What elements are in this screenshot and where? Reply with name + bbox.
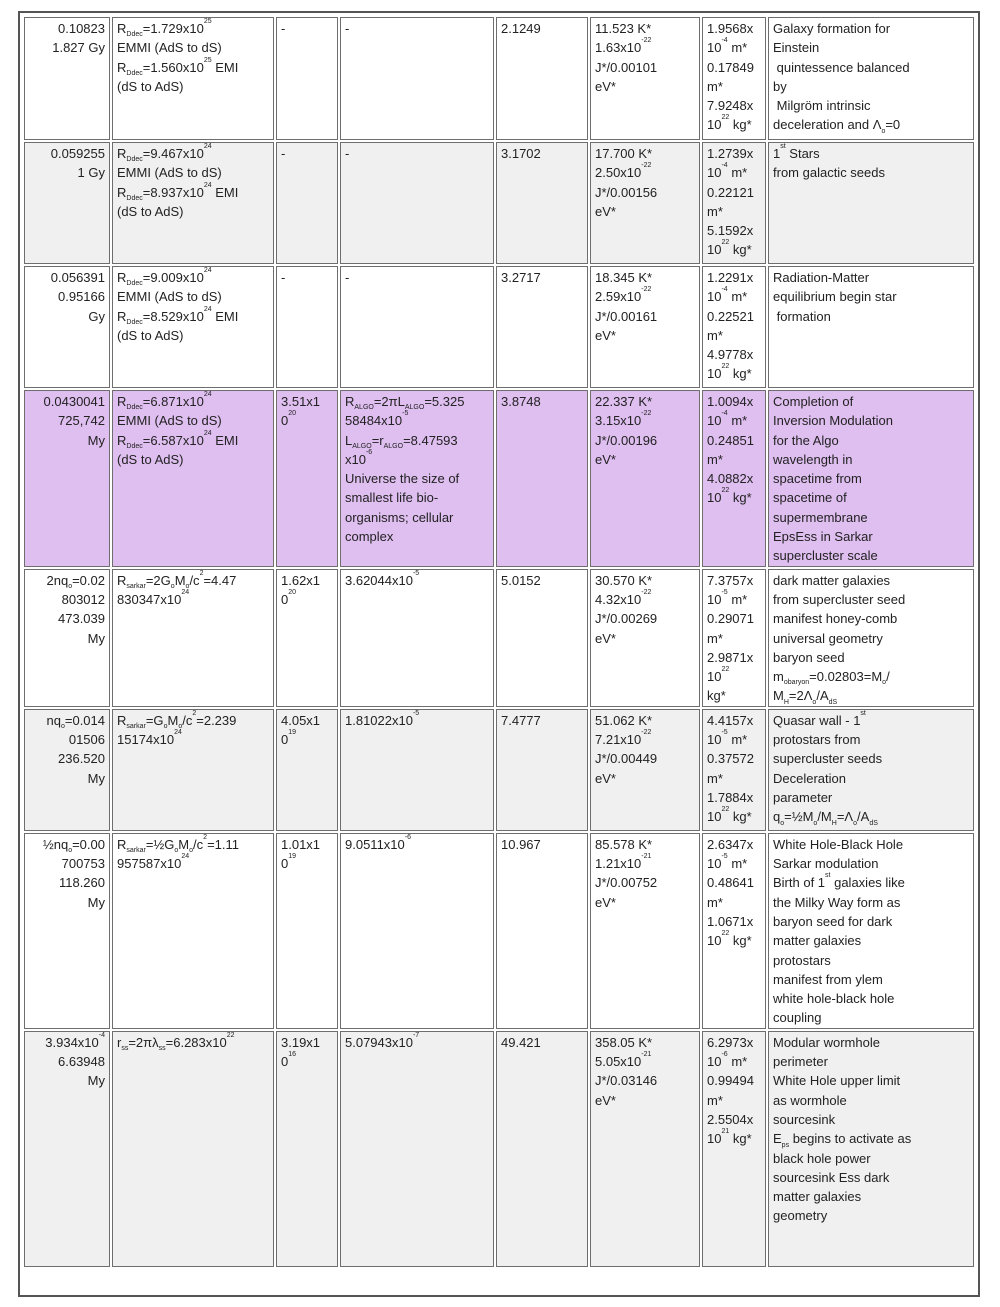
- cell-line: 51.062 K*: [595, 712, 653, 728]
- description-cell: [768, 142, 974, 264]
- cell-line: 1.62x1: [281, 572, 321, 588]
- cell-line: m*: [707, 630, 723, 646]
- cell-line: deceleration and $\Lambda_o=0$: [773, 117, 901, 135]
- temperature-cell: [590, 390, 700, 567]
- cell-line: 7.3757x: [707, 572, 754, 588]
- cell-line: $R_{Ddec}=8.937x10^{24}$ EMI: [117, 181, 239, 202]
- table-row: [24, 1031, 974, 1267]
- radius-cell: [112, 142, 274, 264]
- col5-cell: [496, 709, 588, 831]
- cell-line: $R_{sarkar}=2G_oM_o/c^2=4.47$: [117, 569, 237, 590]
- cell-line: Inversion Modulation: [773, 413, 893, 429]
- cell-line: $3.62044x10^{-5}$: [345, 569, 420, 588]
- cell-line: My: [87, 894, 105, 910]
- algo-cell: [340, 142, 494, 264]
- cell-line: Sarkar modulation: [773, 856, 879, 872]
- cell-line: Universe the size of: [345, 471, 460, 487]
- cell-line: protostars from: [773, 732, 861, 748]
- table-row: [24, 17, 974, 140]
- cell-line: Einstein: [773, 40, 820, 56]
- cell-line: $R_{ALGO}=2\pi L_{ALGO}=5.325$: [345, 394, 465, 412]
- cell-line: J*/0.00196: [595, 432, 658, 448]
- cell-line: formation: [773, 308, 831, 324]
- cell-line: 1.827 Gy: [52, 40, 105, 56]
- cell-line: J*/0.00156: [595, 184, 658, 200]
- cell-line: 1.0671x: [707, 913, 754, 929]
- cell-line: dark matter galaxies: [773, 572, 891, 588]
- cell-line: $L_{ALGO}=r_{ALGO}=8.47593$: [345, 432, 458, 450]
- cell-line: baryon seed for dark: [773, 913, 893, 929]
- time-cell: [24, 569, 110, 707]
- cell-line: m*: [707, 770, 723, 786]
- cell-line: m*: [707, 451, 723, 467]
- cell-line: (dS to AdS): [117, 327, 184, 343]
- cell-line: $10^{22}$ kg*: [707, 487, 752, 506]
- wavelength-mass-cell: [702, 142, 766, 264]
- cell-line: $0^{16}$: [281, 1051, 297, 1070]
- cell-line: $R_{Ddec}=8.529x10^{24}$ EMI: [117, 305, 239, 326]
- cell-line: Quasar wall - 1st: [773, 709, 866, 728]
- description-cell: [768, 266, 974, 388]
- temperature-cell: [590, 709, 700, 831]
- cell-line: 85.578 K*: [595, 836, 653, 852]
- cell-line: $9.0511x10^{-6}$: [345, 833, 411, 852]
- cell-line: J*/0.00449: [595, 751, 658, 767]
- cell-line: 3.2717: [501, 270, 541, 285]
- col3-cell: [276, 17, 338, 140]
- cell-line: EMMI (AdS to dS): [117, 413, 222, 429]
- cell-line: $0^{20}$: [281, 588, 297, 607]
- cell-line: EMMI (AdS to dS): [117, 40, 222, 56]
- cell-line: 6.63948: [58, 1054, 105, 1070]
- col3-cell: [276, 1031, 338, 1267]
- cell-line: 2.1249: [501, 21, 541, 36]
- wavelength-mass-cell: [702, 709, 766, 831]
- time-cell: [24, 266, 110, 388]
- cell-line: manifest from ylem: [773, 971, 883, 987]
- cell-line: 1.9568x: [707, 21, 754, 36]
- cell-line: eV*: [595, 770, 616, 786]
- cell-line: 1.7884x: [707, 789, 754, 805]
- cell-line: $R_{Ddec}=9.009x10^{24}$: [117, 267, 212, 288]
- cell-line: 118.260: [58, 875, 105, 891]
- cell-line: 3.51x1: [281, 394, 321, 409]
- cell-line: $5.05x10^{-21}$: [595, 1051, 652, 1070]
- cell-line: My: [87, 1073, 105, 1089]
- cell-line: 700753: [61, 856, 105, 872]
- cell-line: 1.2291x: [707, 270, 754, 285]
- cell-line: spacetime of: [773, 490, 847, 506]
- cell-line: supercluster seeds: [773, 751, 883, 767]
- cell-line: (dS to AdS): [117, 203, 184, 219]
- cell-line: $q_o=\frac{1}{2}M_o/M_H=\Lambda_o/A_{dS}$: [773, 809, 878, 827]
- cosmology-table: [22, 15, 976, 1269]
- cell-line: 5.1592x: [707, 223, 754, 239]
- cell-line: 0.24851: [707, 432, 754, 448]
- cell-line: 0.056391: [50, 270, 105, 285]
- cell-line: complex: [345, 529, 394, 545]
- cell-line: 0.22121: [707, 184, 754, 200]
- cell-line: -: [281, 146, 286, 161]
- cell-line: $10^{-4}$ m*: [707, 37, 748, 56]
- cell-line: sourcesink: [773, 1111, 836, 1127]
- description-cell: [768, 17, 974, 140]
- cell-line: $10^{-5}$ m*: [707, 853, 748, 872]
- cell-line: $1.63x10^{-22}$: [595, 37, 652, 56]
- cell-line: 3.19x1: [281, 1034, 321, 1050]
- col5-cell: [496, 390, 588, 567]
- cell-line: 236.520: [58, 751, 105, 767]
- cell-line: kg*: [707, 688, 726, 704]
- cell-line: $M_H=2\Lambda_o/A_{dS}$: [773, 688, 838, 706]
- cell-line: $10^{-5}$ m*: [707, 729, 748, 748]
- cell-line: 0.37572: [707, 751, 754, 767]
- cell-line: 7.9248x: [707, 98, 754, 114]
- cell-line: (dS to AdS): [117, 451, 184, 467]
- cell-line: $10^{-5}$ m*: [707, 588, 748, 607]
- cell-line: 0.95166: [58, 289, 105, 305]
- cell-line: 725,742: [58, 413, 105, 429]
- description-cell: [768, 709, 974, 831]
- cell-line: from supercluster seed: [773, 591, 906, 607]
- time-cell: [24, 833, 110, 1029]
- cell-line: Milgröm intrinsic: [773, 98, 871, 114]
- time-cell: [24, 1031, 110, 1267]
- cell-line: Gy: [88, 308, 105, 324]
- temperature-cell: [590, 266, 700, 388]
- cell-line: coupling: [773, 1010, 822, 1026]
- cell-line: $R_{Ddec}=1.560x10^{25}$ EMI: [117, 56, 239, 77]
- algo-cell: [340, 709, 494, 831]
- cell-line: -: [345, 21, 350, 36]
- cell-line: $10^{21}$ kg*: [707, 1128, 752, 1147]
- cell-line: My: [87, 630, 105, 646]
- cell-line: $830347x10^{24}$: [117, 588, 190, 607]
- cell-line: 49.421: [501, 1034, 541, 1050]
- radius-cell: [112, 17, 274, 140]
- temperature-cell: [590, 1031, 700, 1267]
- cell-line: $10^{22}$: [707, 666, 730, 685]
- table-row: [24, 390, 974, 567]
- cell-line: 803012: [61, 591, 105, 607]
- cell-line: $7.21x10^{-22}$: [595, 729, 652, 748]
- cell-line: 0.17849: [707, 59, 754, 75]
- cell-line: EMMI (AdS to dS): [117, 165, 222, 181]
- cell-line: 10.967: [501, 836, 541, 852]
- temperature-cell: [590, 569, 700, 707]
- table-row: [24, 709, 974, 831]
- temperature-cell: [590, 833, 700, 1029]
- radius-cell: [112, 266, 274, 388]
- cell-line: 0.29071: [707, 611, 754, 627]
- cell-line: J*/0.00752: [595, 875, 658, 891]
- cell-line: manifest honey-comb: [773, 611, 898, 627]
- cell-line: Birth of 1st galaxies like: [773, 872, 905, 891]
- cell-line: sourcesink Ess dark: [773, 1169, 890, 1185]
- cell-line: m*: [707, 78, 723, 94]
- algo-cell: [340, 1031, 494, 1267]
- cell-line: $3.934x10^{-4}$: [45, 1031, 105, 1050]
- temperature-cell: [590, 17, 700, 140]
- radius-cell: [112, 1031, 274, 1267]
- cell-line: $957587x10^{24}$: [117, 853, 190, 872]
- cell-line: My: [87, 432, 105, 448]
- cell-line: $nq_o=0.014$: [46, 712, 105, 731]
- cell-line: quintessence balanced: [773, 59, 910, 75]
- cell-line: $10^{22}$ kg*: [707, 114, 752, 133]
- cell-line: $R_{Ddec}=6.871x10^{24}$: [117, 391, 212, 412]
- cell-line: organisms; cellular: [345, 509, 454, 525]
- cell-line: universal geometry: [773, 630, 883, 646]
- cell-line: -: [281, 270, 286, 285]
- cell-line: $r_{ss}=2\pi\lambda_{ss}=6.283x10^{22}$: [117, 1031, 235, 1053]
- cell-line: $2.50x10^{-22}$: [595, 162, 652, 181]
- col3-cell: [276, 709, 338, 831]
- cell-line: $4.32x10^{-22}$: [595, 588, 652, 607]
- cell-line: perimeter: [773, 1054, 828, 1070]
- col5-cell: [496, 17, 588, 140]
- time-cell: [24, 390, 110, 567]
- cell-line: $2nq_o=0.02$: [46, 572, 105, 590]
- cell-line: $10^{22}$ kg*: [707, 806, 752, 825]
- cell-line: supermembrane: [773, 509, 868, 525]
- time-cell: [24, 709, 110, 831]
- cell-line: 6.2973x: [707, 1034, 754, 1050]
- cell-line: 0.0430041: [43, 394, 105, 409]
- cell-line: $3.15x10^{-22}$: [595, 410, 652, 429]
- col3-cell: [276, 569, 338, 707]
- algo-cell: [340, 833, 494, 1029]
- time-cell: [24, 142, 110, 264]
- temperature-cell: [590, 142, 700, 264]
- cell-line: wavelength in: [773, 451, 853, 467]
- cell-line: 2.9871x: [707, 649, 754, 665]
- cell-line: 1.0094x: [707, 394, 754, 409]
- cell-line: 2.5504x: [707, 1111, 754, 1127]
- cell-line: $E_{ps}$ begins to activate as: [773, 1131, 912, 1149]
- cell-line: black hole power: [773, 1150, 871, 1166]
- table-row: [24, 569, 974, 707]
- col5-cell: [496, 1031, 588, 1267]
- table-row: [24, 142, 974, 264]
- cell-line: $1.81022x10^{-5}$: [345, 709, 420, 728]
- cell-line: matter galaxies: [773, 1189, 862, 1205]
- algo-cell: [340, 390, 494, 567]
- wavelength-mass-cell: [702, 1031, 766, 1267]
- radius-cell: [112, 569, 274, 707]
- cell-line: $1.21x10^{-21}$: [595, 853, 652, 872]
- cell-line: 22.337 K*: [595, 394, 653, 409]
- cell-line: 17.700 K*: [595, 146, 653, 161]
- cell-line: J*/0.03146: [595, 1073, 658, 1089]
- cell-line: 4.9778x: [707, 347, 754, 363]
- cell-line: eV*: [595, 203, 616, 219]
- cell-line: $10^{-4}$ m*: [707, 286, 748, 305]
- cell-line: $0^{19}$: [281, 853, 297, 872]
- cell-line: 11.523 K*: [595, 21, 652, 36]
- algo-cell: [340, 569, 494, 707]
- cell-line: 3.1702: [501, 146, 541, 161]
- cell-line: parameter: [773, 789, 833, 805]
- table-row: [24, 833, 974, 1029]
- cell-line: EpsEss in Sarkar: [773, 529, 873, 545]
- cell-line: $R_{Ddec}=6.587x10^{24}$ EMI: [117, 429, 239, 450]
- cell-line: $58484x10^{-5}$: [345, 410, 409, 429]
- cell-line: $\frac{1}{2}nq_o=0.00$: [42, 836, 105, 855]
- cell-line: My: [87, 770, 105, 786]
- cell-line: 18.345 K*: [595, 270, 653, 285]
- cell-line: $x10^{-6}$: [345, 448, 373, 467]
- cell-line: spacetime from: [773, 471, 862, 487]
- description-cell: [768, 833, 974, 1029]
- cell-line: eV*: [595, 1092, 616, 1108]
- cell-line: m*: [707, 327, 723, 343]
- cell-line: 0.22521: [707, 308, 754, 324]
- cell-line: 1st Stars: [773, 143, 820, 161]
- cell-line: as wormhole: [773, 1092, 847, 1108]
- cell-line: 0.48641: [707, 875, 754, 891]
- col3-cell: [276, 266, 338, 388]
- cell-line: -: [281, 21, 286, 36]
- cell-line: $2.59x10^{-22}$: [595, 286, 652, 305]
- cell-line: baryon seed: [773, 649, 845, 665]
- cell-line: 0.10823: [58, 21, 105, 36]
- cell-line: 473.039: [58, 611, 105, 627]
- description-cell: [768, 569, 974, 707]
- cell-line: J*/0.00101: [595, 59, 658, 75]
- cell-line: 0.059255: [50, 146, 105, 161]
- cell-line: $10^{-4}$ m*: [707, 162, 748, 181]
- col5-cell: [496, 266, 588, 388]
- cell-line: $R_{sarkar}=\frac{1}{2}G_oM_o/c^2=1.11$: [117, 833, 240, 855]
- cell-line: J*/0.00269: [595, 611, 658, 627]
- cell-line: 358.05 K*: [595, 1034, 653, 1050]
- wavelength-mass-cell: [702, 569, 766, 707]
- table-row: [24, 266, 974, 388]
- algo-cell: [340, 266, 494, 388]
- cell-line: 5.0152: [501, 572, 541, 588]
- table-frame: [18, 11, 980, 1297]
- cell-line: eV*: [595, 327, 616, 343]
- time-cell: [24, 17, 110, 140]
- cell-line: $R_{sarkar}=G_oM_o/c^2=2.239$: [117, 709, 237, 731]
- cell-line: 4.05x1: [281, 712, 321, 728]
- cell-line: -: [345, 146, 350, 161]
- cell-line: $10^{22}$ kg*: [707, 239, 752, 258]
- cell-line: geometry: [773, 1208, 828, 1224]
- cell-line: Radiation-Matter: [773, 270, 870, 285]
- wavelength-mass-cell: [702, 266, 766, 388]
- cell-line: smallest life bio-: [345, 490, 439, 506]
- cell-line: (dS to AdS): [117, 78, 184, 94]
- cell-line: m*: [707, 894, 723, 910]
- cell-line: $m_{obaryon}=0.02803=M_o/$: [773, 669, 890, 687]
- algo-cell: [340, 17, 494, 140]
- cell-line: 4.0882x: [707, 471, 754, 487]
- description-cell: [768, 390, 974, 567]
- cell-line: m*: [707, 1092, 723, 1108]
- cell-line: -: [345, 270, 350, 285]
- table-body: [24, 17, 974, 1267]
- cell-line: 4.4157x: [707, 712, 754, 728]
- col5-cell: [496, 569, 588, 707]
- cell-line: Deceleration: [773, 770, 846, 786]
- cell-line: matter galaxies: [773, 933, 862, 949]
- cell-line: $R_{Ddec}=1.729x10^{25}$: [117, 18, 212, 39]
- cell-line: EMMI (AdS to dS): [117, 289, 222, 305]
- cell-line: m*: [707, 203, 723, 219]
- cell-line: protostars: [773, 952, 831, 968]
- cell-line: 0.99494: [707, 1073, 754, 1089]
- cell-line: $5.07943x10^{-7}$: [345, 1031, 420, 1050]
- cell-line: $10^{22}$ kg*: [707, 363, 752, 382]
- cell-line: equilibrium begin star: [773, 289, 897, 305]
- cell-line: $0^{19}$: [281, 729, 297, 748]
- wavelength-mass-cell: [702, 17, 766, 140]
- cell-line: supercluster scale: [773, 548, 878, 564]
- wavelength-mass-cell: [702, 833, 766, 1029]
- cell-line: $10^{22}$ kg*: [707, 930, 752, 949]
- cell-line: 1.01x1: [281, 836, 321, 852]
- col5-cell: [496, 833, 588, 1029]
- radius-cell: [112, 833, 274, 1029]
- cell-line: eV*: [595, 894, 616, 910]
- cell-line: eV*: [595, 451, 616, 467]
- cell-line: 3.8748: [501, 394, 541, 409]
- cell-line: $10^{-6}$ m*: [707, 1051, 748, 1070]
- col3-cell: [276, 390, 338, 567]
- cell-line: by: [773, 78, 787, 94]
- cell-line: 1.2739x: [707, 146, 754, 161]
- cell-line: Galaxy formation for: [773, 21, 891, 36]
- cell-line: $R_{Ddec}=9.467x10^{24}$: [117, 143, 212, 164]
- col3-cell: [276, 833, 338, 1029]
- cell-line: Modular wormhole: [773, 1034, 880, 1050]
- cell-line: eV*: [595, 78, 616, 94]
- cell-line: the Milky Way form as: [773, 894, 901, 910]
- cell-line: 30.570 K*: [595, 572, 653, 588]
- description-cell: [768, 1031, 974, 1267]
- cell-line: 2.6347x: [707, 836, 754, 852]
- cell-line: 7.4777: [501, 712, 541, 728]
- radius-cell: [112, 709, 274, 831]
- cell-line: white hole-black hole: [773, 991, 895, 1007]
- cell-line: from galactic seeds: [773, 165, 885, 181]
- cell-line: 01506: [68, 732, 105, 748]
- cell-line: for the Algo: [773, 432, 839, 448]
- cell-line: White Hole-Black Hole: [773, 836, 904, 852]
- cell-line: $15174x10^{24}$: [117, 729, 182, 748]
- cell-line: Completion of: [773, 394, 854, 409]
- col5-cell: [496, 142, 588, 264]
- wavelength-mass-cell: [702, 390, 766, 567]
- cell-line: $10^{-4}$ m*: [707, 410, 748, 429]
- cell-line: White Hole upper limit: [773, 1073, 901, 1089]
- radius-cell: [112, 390, 274, 567]
- cell-line: J*/0.00161: [595, 308, 658, 324]
- cell-line: $0^{20}$: [281, 410, 297, 429]
- col3-cell: [276, 142, 338, 264]
- cell-line: 1 Gy: [77, 165, 105, 181]
- cell-line: eV*: [595, 630, 616, 646]
